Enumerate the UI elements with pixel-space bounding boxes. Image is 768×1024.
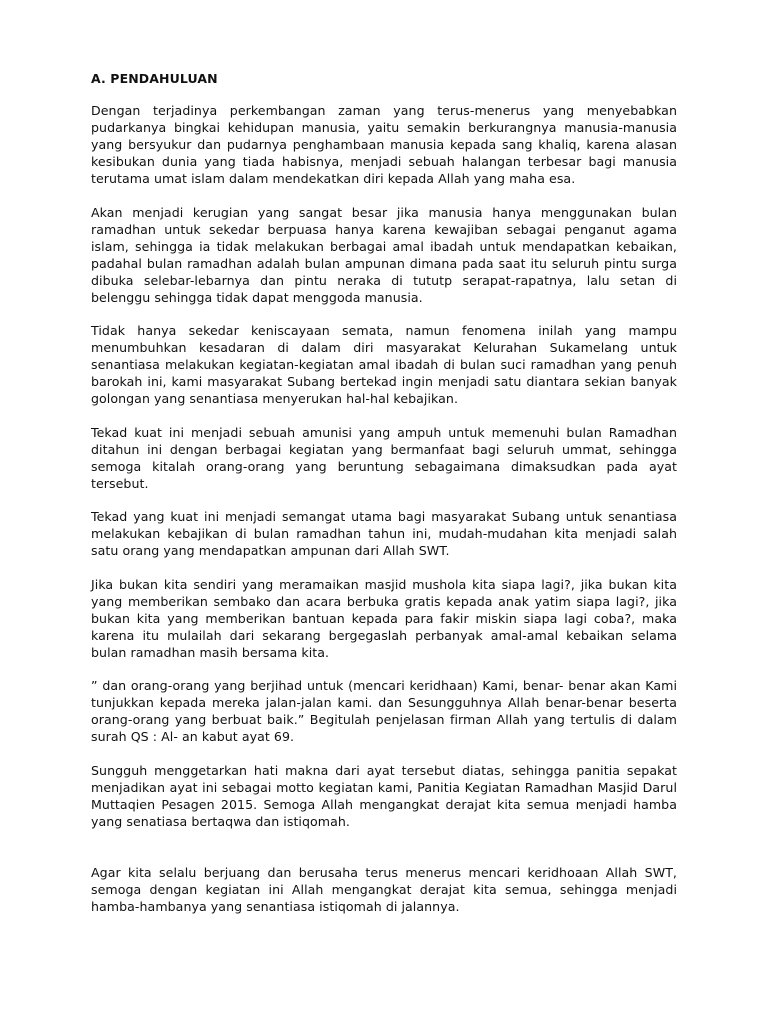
paragraph-determination: Tekad kuat ini menjadi sebuah amunisi yang ampuh untuk memenuhi bulan Ramadhan ditahun ini dengan berbagai kegiatan yang bermanfaat bagi seluruh ummat, sehingga semoga kitalah orang-orang yang beruntung sebagaimana dimaksudkan pada ayat tersebut. [91,424,677,491]
paragraph-motto: Sungguh menggetarkan hati makna dari ayat tersebut diatas, sehingga panitia sepakat menjadikan ayat ini sebagai motto kegiatan kami, Panitia Kegiatan Ramadhan Masjid Darul Muttaqien Pesagen 2015. Semoga Allah mengangkat derajat kita semua menjadi hamba yang senatiasa bertaqwa dan istiqomah. [91,762,677,829]
document-page [91,70,677,932]
paragraph-ramadhan-loss: Akan menjadi kerugian yang sangat besar jika manusia hanya menggunakan bulan ramadhan untuk sekedar berpuasa hanya karena kewajiban sebagai penganut agama islam, sehingga ia tidak melakukan berbagai amal ibadah untuk mendapatkan kebaikan, padahal bulan ramadhan adalah bulan ampunan dimana pada saat itu seluruh pintu surga dibuka selebar-lebarnya dan pintu neraka di tututp serapat-rapatnya, lalu setan di belenggu sehingga tidak dapat menggoda manusia. [91,204,677,305]
section-heading: A. PENDAHULUAN [91,71,218,86]
paragraph-quran-quote: ” dan orang-orang yang berjihad untuk (mencari keridhaan) Kami, benar- benar akan Kami tunjukkan kepada mereka jalan-jalan kami. dan Sesungguhnya Allah benar-benar beserta orang-orang yang berbuat baik.” Begitulah penjelasan firman Allah yang tertulis di dalam surah QS : Al- an kabut ayat 69. [91,678,677,744]
paragraph-introduction: Dengan terjadinya perkembangan zaman yang terus-menerus yang menyebabkan pudarkanya bingkai kehidupan manusia, yaitu semakin berkurangnya manusia-manusia yang bersyukur dan pudarnya penghambaan manusia kepada sang khaliq, karena alasan kesibukan dunia yang tiada habisnya, menjadi sebuah halangan terbesar bagi manusia terutama umat islam dalam mendekatkan diri kepada Allah yang maha esa. [91,103,677,186]
paragraph-awareness: Tidak hanya sekedar keniscayaan semata, namun fenomena inilah yang mampu menumbuhkan kesadaran di dalam diri masyarakat Kelurahan Sukamelang untuk senantiasa melakukan kegiatan-kegiatan amal ibadah di bulan suci ramadhan yang penuh barokah ini, kami masyarakat Subang bertekad ingin menjadi satu diantara sekian banyak golongan yang senantiasa menyerukan hal-hal kebajikan. [91,323,677,406]
paragraph-spirit: Tekad yang kuat ini menjadi semangat utama bagi masyarakat Subang untuk senantiasa melakukan kebajikan di bulan ramadhan tahun ini, mudah-mudahan kita menjadi salah satu orang yang mendapatkan ampunan dari Allah SWT. [91,509,677,558]
paragraph-gap [91,846,677,864]
paragraph-closing: Agar kita selalu berjuang dan berusaha terus menerus mencari keridhoaan Allah SWT, semoga dengan kegiatan ini Allah mengangkat derajat kita semua, sehingga menjadi hamba-hambanya yang senantiasa istiqomah di jalannya. [91,865,677,914]
paragraph-call-to-action: Jika bukan kita sendiri yang meramaikan masjid mushola kita siapa lagi?, jika bukan kita yang memberikan sembako dan acara berbuka gratis kepada anak yatim siapa lagi?, jika bukan kita yang memberikan bantuan kepada para fakir miskin siapa lagi coba?, maka karena itu mulailah dari sekarang bergegaslah perbanyak amal-amal kebaikan selama bulan ramadhan masih bersama kita. [91,576,677,660]
